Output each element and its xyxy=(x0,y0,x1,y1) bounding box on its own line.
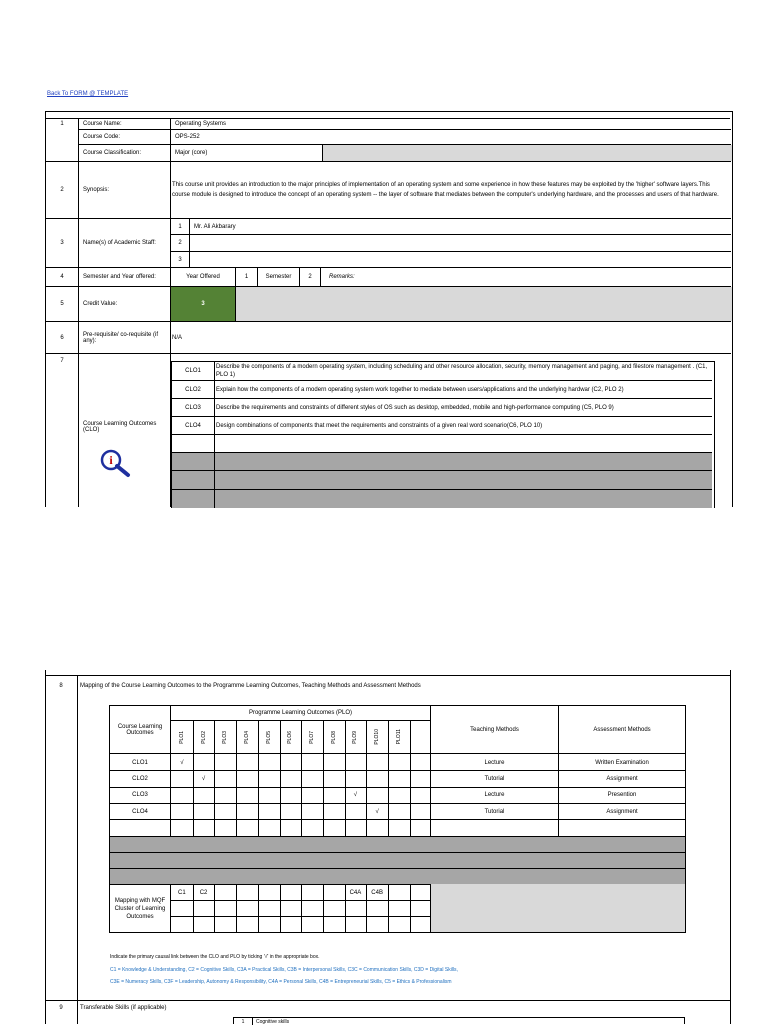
clo-text: Explain how the components of a modern operating system work together to mediate between users/applications and the underlying hardwar (C2, PLO 2) xyxy=(216,386,624,393)
remarks-label: Remarks: xyxy=(329,274,355,280)
teaching-method: Lecture xyxy=(484,759,505,766)
course-info-table xyxy=(45,111,733,507)
clo-grey-row xyxy=(172,471,712,489)
clo-code: CLO3 xyxy=(185,404,201,411)
prereq-value: N/A xyxy=(172,334,183,341)
credit-value-label: Credit Value: xyxy=(83,301,118,307)
plo-column-header: PLO2 xyxy=(200,730,207,744)
plo-column-header: PLO10 xyxy=(374,729,381,745)
clo-text: Design combinations of components that meet the requirements and constraints of a given real word scenario(C6, PLO 10) xyxy=(216,422,543,429)
mapping-clo: CLO1 xyxy=(132,759,148,766)
plo-tick-mark: √ xyxy=(375,808,379,815)
row-number: 5 xyxy=(60,301,64,307)
mqf-cluster-value xyxy=(388,885,410,900)
semester-text-label: Semester xyxy=(258,268,300,286)
row-number: 9 xyxy=(59,1005,63,1011)
mapping-clo: CLO3 xyxy=(132,792,148,799)
mapping-grey-row xyxy=(110,837,685,852)
teaching-methods-header: Teaching Methods xyxy=(470,726,519,733)
course-name-label: Course Name: xyxy=(83,120,122,127)
mqf-cluster-value xyxy=(280,885,302,900)
mqf-cluster-value xyxy=(301,885,323,900)
year-value: 1 xyxy=(236,268,258,286)
course-code-value: OPS-252 xyxy=(175,134,200,140)
year-offered-label: Year Offered xyxy=(171,268,236,286)
synopsis-text: This course unit provides an introduction to the major principles of implementation of an operating system and some experience in how these features may be exploited by the 'higher' software layers.This course module is designed to introduce the concept of an operating system -- the layer of software that mediates between the computer's underlying hardware, and the processes and users of that hardware. xyxy=(172,182,719,198)
mqf-cluster-value: C4B xyxy=(371,889,383,896)
clo-label: Course Learning Outcomes (CLO) xyxy=(83,421,157,433)
course-classification-label: Course Classification: xyxy=(83,150,142,156)
mqf-cluster-value xyxy=(258,885,280,900)
clo-column-header: Course Learning Outcomes xyxy=(117,723,163,736)
plo-column-header: PLO7 xyxy=(309,730,316,744)
row-number: 6 xyxy=(60,334,64,341)
staff-num: 3 xyxy=(178,256,182,263)
row-number: 7 xyxy=(60,358,64,364)
row-number: 8 xyxy=(59,683,63,689)
skill-name: Cognitive skills xyxy=(256,1019,290,1025)
credit-value: 3 xyxy=(171,287,235,321)
mapping-clo: CLO2 xyxy=(132,775,148,782)
plo-column-header: PLO5 xyxy=(265,730,272,744)
plo-column-header: PLO4 xyxy=(243,730,250,744)
svg-text:i: i xyxy=(109,453,113,467)
mapping-title: Mapping of the Course Learning Outcomes to the Programme Learning Outcomes, Teaching Methods and Assessment Methods xyxy=(80,683,421,689)
classification-grey-cell xyxy=(322,145,732,161)
credit-grey-cell xyxy=(235,287,732,321)
plo-column-header: PLO1 xyxy=(178,730,185,744)
clo-code: CLO2 xyxy=(185,386,201,393)
mqf-legend-line2: C3E = Numeracy Skills, C3F = Leadership, Autonomy & Responsibility, C4A = Personal Skills, C4B = Entrepreneurial Skills, C5 = Ethics & Professionalism xyxy=(110,979,452,985)
clo-plo-mapping-table xyxy=(109,705,686,933)
row-number: 3 xyxy=(60,240,64,246)
plo-column-header: PLO6 xyxy=(287,730,294,744)
mqf-cluster-value xyxy=(214,885,236,900)
staff-num: 1 xyxy=(178,223,182,230)
tick-note: Indicate the primary causal link between the CLO and PLO by ticking '√' in the appropriate box. xyxy=(110,954,320,960)
mapping-grey-row xyxy=(110,853,685,868)
plo-column-header: PLO3 xyxy=(222,730,229,744)
mapping-clo: CLO4 xyxy=(132,808,148,815)
academic-staff-label: Name(s) of Academic Staff: xyxy=(83,240,156,246)
teaching-method: Tutorial xyxy=(484,808,505,815)
plo-tick-mark: √ xyxy=(201,775,206,782)
mqf-grey-cell xyxy=(431,884,685,932)
clo-code: CLO1 xyxy=(185,368,201,374)
row-number: 2 xyxy=(60,187,64,193)
row-number: 1 xyxy=(60,120,64,127)
clo-grey-row xyxy=(172,490,712,508)
clo-code: CLO4 xyxy=(185,422,201,429)
plo-tick-mark: √ xyxy=(353,792,358,799)
assessment-methods-header: Assessment Methods xyxy=(593,726,651,733)
clo-text: Describe the components of a modern operating system, including scheduling and other resource allocation, security, memory management and paging, and filestore management . (C1, PLO 1) xyxy=(216,364,708,378)
mqf-cluster-value: C2 xyxy=(199,889,208,896)
assessment-method: Presention xyxy=(607,792,637,799)
staff-name: Mr. Ali Akbarary xyxy=(194,223,236,230)
plo-header: Programme Learning Outcomes (PLO) xyxy=(171,706,430,721)
course-name-value: Operating Systems xyxy=(175,120,227,127)
staff-num: 2 xyxy=(178,240,182,246)
semester-value: 2 xyxy=(300,268,321,286)
mapping-section xyxy=(45,670,731,1024)
clo-grey-row xyxy=(172,453,712,470)
transferable-skills-title: Transferable Skills (if applicable) xyxy=(80,1005,167,1011)
course-classification-value: Major (core) xyxy=(175,150,208,156)
info-magnifier-icon[interactable] xyxy=(98,448,134,478)
prereq-label: Pre-requisite/ co-requisite (if any): xyxy=(83,331,159,344)
back-to-form-link[interactable]: Back To FORM @ TEMPLATE xyxy=(47,91,129,97)
skill-num: 1 xyxy=(241,1019,245,1025)
assessment-method: Assignment xyxy=(606,808,638,815)
plo-tick-mark: √ xyxy=(180,759,184,766)
assessment-method: Written Examination xyxy=(595,759,649,766)
assessment-method: Assignment xyxy=(606,775,638,782)
teaching-method: Lecture xyxy=(484,792,505,799)
plo-column-header: PLO8 xyxy=(330,730,337,744)
row-number: 4 xyxy=(60,274,64,280)
plo-column-header: PLO11 xyxy=(395,729,402,745)
semester-label: Semester and Year offered: xyxy=(83,274,156,280)
mqf-legend-line1: C1 = Knowledge & Understanding, C2 = Cognitive Skills, C3A = Practical Skills, C3B = Interpersonal Skills, C3C = Communication Skills, C3D = Digital Skills, xyxy=(110,967,458,973)
clo-text: Describe the requirements and constraints of different styles of OS such as desktop, embedded, mobile and high-performance computing (C5, PLO 9) xyxy=(216,404,614,411)
mapping-grey-row xyxy=(110,869,685,884)
mqf-cluster-value xyxy=(323,885,345,900)
mqf-cluster-value xyxy=(236,885,258,900)
clo-empty-row xyxy=(172,435,712,452)
mqf-label: Mapping with MQF Cluster of Learning Outcomes xyxy=(114,897,166,920)
course-code-label: Course Code: xyxy=(83,134,121,140)
teaching-method: Tutorial xyxy=(484,775,505,782)
mqf-cluster-value: C1 xyxy=(178,889,186,896)
plo-column-header: PLO9 xyxy=(352,730,359,744)
synopsis-label: Synopsis: xyxy=(83,187,110,193)
mqf-cluster-value: C4A xyxy=(349,889,362,896)
